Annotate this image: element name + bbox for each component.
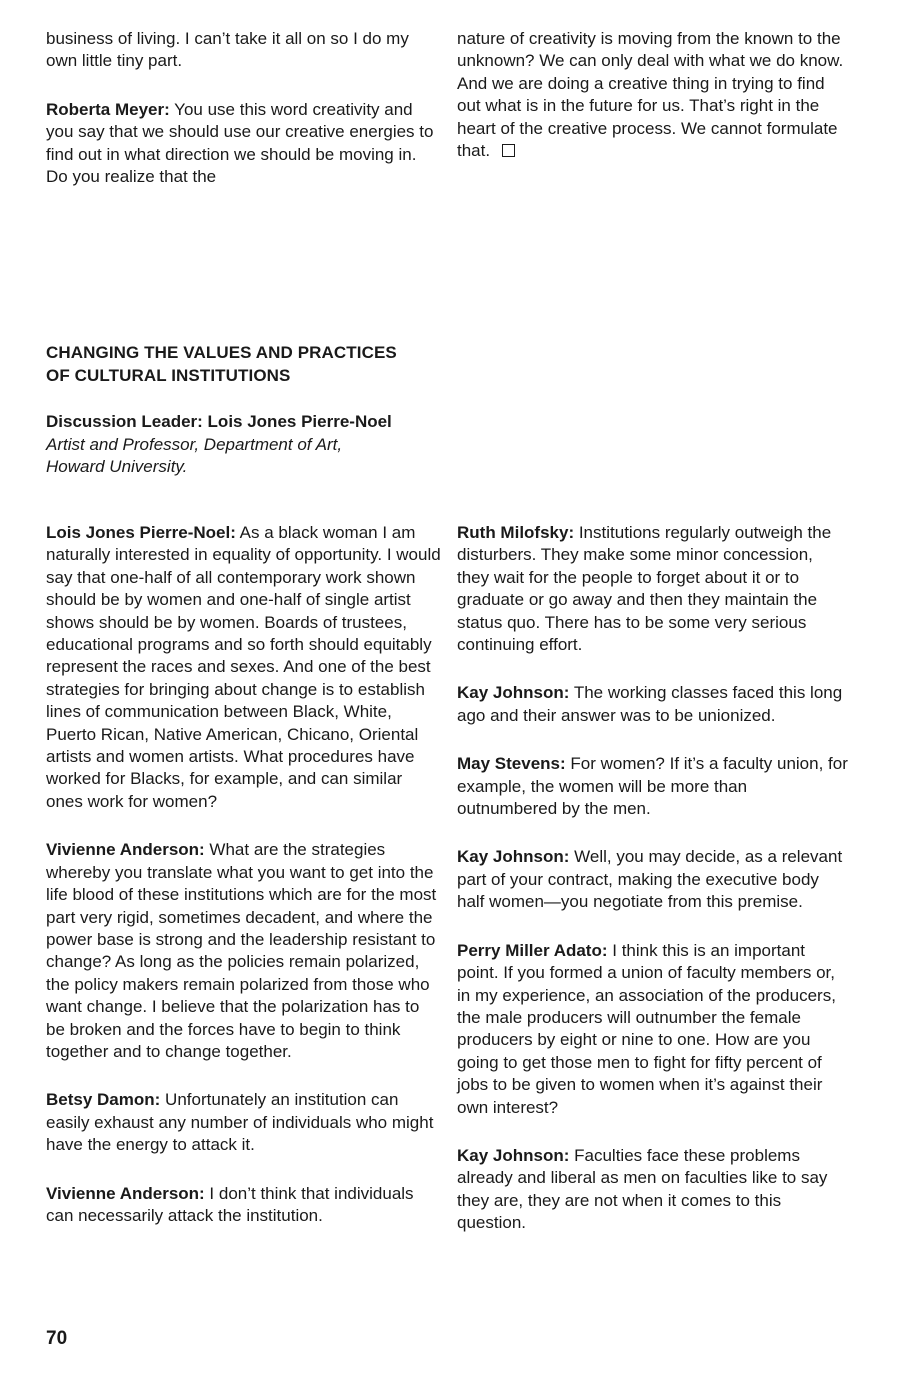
speech-text: As a black woman I am naturally interested in equality of opportunity. I would say that one-half of all contemporary work shown should be by women and one-half of single artist shows should be by women. Boards of trustees, educational programs and so forth should equitably represent the races and sexes. And one of the best strategies for bringing about change is to establish lines of communication between Black, White, Puerto Rican, Native American, Chicano, Oriental artists and women artists. What procedures have worked for Blacks, for example, and can similar ones work for women? [46, 523, 441, 811]
speech-paragraph [457, 522, 849, 656]
paragraph-roberta-meyer [46, 99, 438, 189]
speech-text: Unfortunately an institution can easily exhaust any number of individuals who might have the energy to attack it. [46, 1090, 434, 1155]
speech-paragraph [457, 940, 849, 1119]
speaker-name: Vivienne Anderson: [46, 840, 205, 860]
discussion-leader [46, 411, 466, 479]
speaker-name: Kay Johnson: [457, 683, 570, 703]
discussion-left-column [46, 522, 441, 1227]
speech-paragraph [457, 1145, 849, 1235]
speech-paragraph [457, 846, 849, 913]
speech-paragraph [46, 522, 441, 813]
leader-affiliation: Artist and Professor, Department of Art, Howard University. [46, 434, 343, 476]
leader-label: Discussion Leader: Lois Jones Pierre-Noel [46, 412, 392, 431]
speaker-name: May Stevens: [457, 754, 566, 774]
top-right-column [457, 28, 849, 162]
discussion-right-column [457, 522, 849, 1235]
speech-text: Institutions regularly outweigh the disturbers. They make some minor concession, they wait for the people to forget about it or to graduate or go away and then they maintain the status quo. There has to be some very serious continuing effort. [457, 523, 832, 655]
section-title: CHANGING THE VALUES AND PRACTICES OF CULTURAL INSTITUTIONS [46, 343, 397, 385]
speech-paragraph [46, 1183, 441, 1228]
speaker-name: Betsy Damon: [46, 1090, 161, 1110]
speech-text: I think this is an important point. If you formed a union of faculty members or, in my experience, an association of the producers, the male producers will outnumber the female producers by eight or nine to one. How are you going to get those men to fight for fifty percent of jobs to be given to women when it’s against their own interest? [457, 940, 836, 1117]
speech-text: Well, you may decide, as a relevant part of your contract, making the executive body half women—you negotiate from this premise. [457, 847, 843, 912]
speech-text: What are the strategies whereby you translate what you want to get into the life blood of these institutions which are for the most part very rigid, sometimes decadent, and where the power base is strong and the leadership resistant to change? As long as the policies remain polarized, the policy makers remain polarized from those who want change. I believe that the polarization has to be broken and the forces have to begin to think together and to change together. [46, 840, 437, 1061]
speaker-name: Kay Johnson: [457, 847, 570, 867]
speech-paragraph [457, 753, 849, 820]
top-left-column [46, 28, 438, 188]
speaker-name: Kay Johnson: [457, 1145, 570, 1165]
speaker-name: Ruth Milofsky: [457, 523, 575, 542]
speech-text: You use this word creativity and you say that we should use our creative energies to find out in what direction we should be moving in. Do you realize that the [46, 99, 434, 187]
end-mark-icon [502, 144, 515, 157]
section-header [46, 342, 466, 479]
speaker-name: Vivienne Anderson: [46, 1183, 205, 1203]
speech-text: I don’t think that individuals can necessarily attack the institution. [46, 1183, 414, 1225]
speech-paragraph [46, 1089, 441, 1156]
speech-paragraph [457, 682, 849, 727]
speaker-name: Roberta Meyer: [46, 99, 170, 119]
speech-text: The working classes faced this long ago and their answer was to be unionized. [457, 683, 843, 725]
paragraph-continued: business of living. I can’t take it all on so I do my own little tiny part. [46, 29, 409, 71]
speech-text: Faculties face these problems already and liberal as men on faculties like to say they are, they are not when it comes to this question. [457, 1145, 828, 1233]
speaker-name: Perry Miller Adato: [457, 940, 608, 960]
paragraph-continued-right: nature of creativity is moving from the known to the unknown? We can only deal with what we do know. And we are doing a creative thing in trying to find out what is in the future for us. That’s right in the heart of the creative process. We cannot formulate that. [457, 29, 844, 161]
page-number: 70 [46, 1328, 68, 1349]
speaker-name: Lois Jones Pierre-Noel: [46, 523, 236, 542]
speech-text: For women? If it’s a faculty union, for example, the women will be more than outnumbered by the men. [457, 754, 848, 819]
speech-paragraph [46, 839, 441, 1063]
